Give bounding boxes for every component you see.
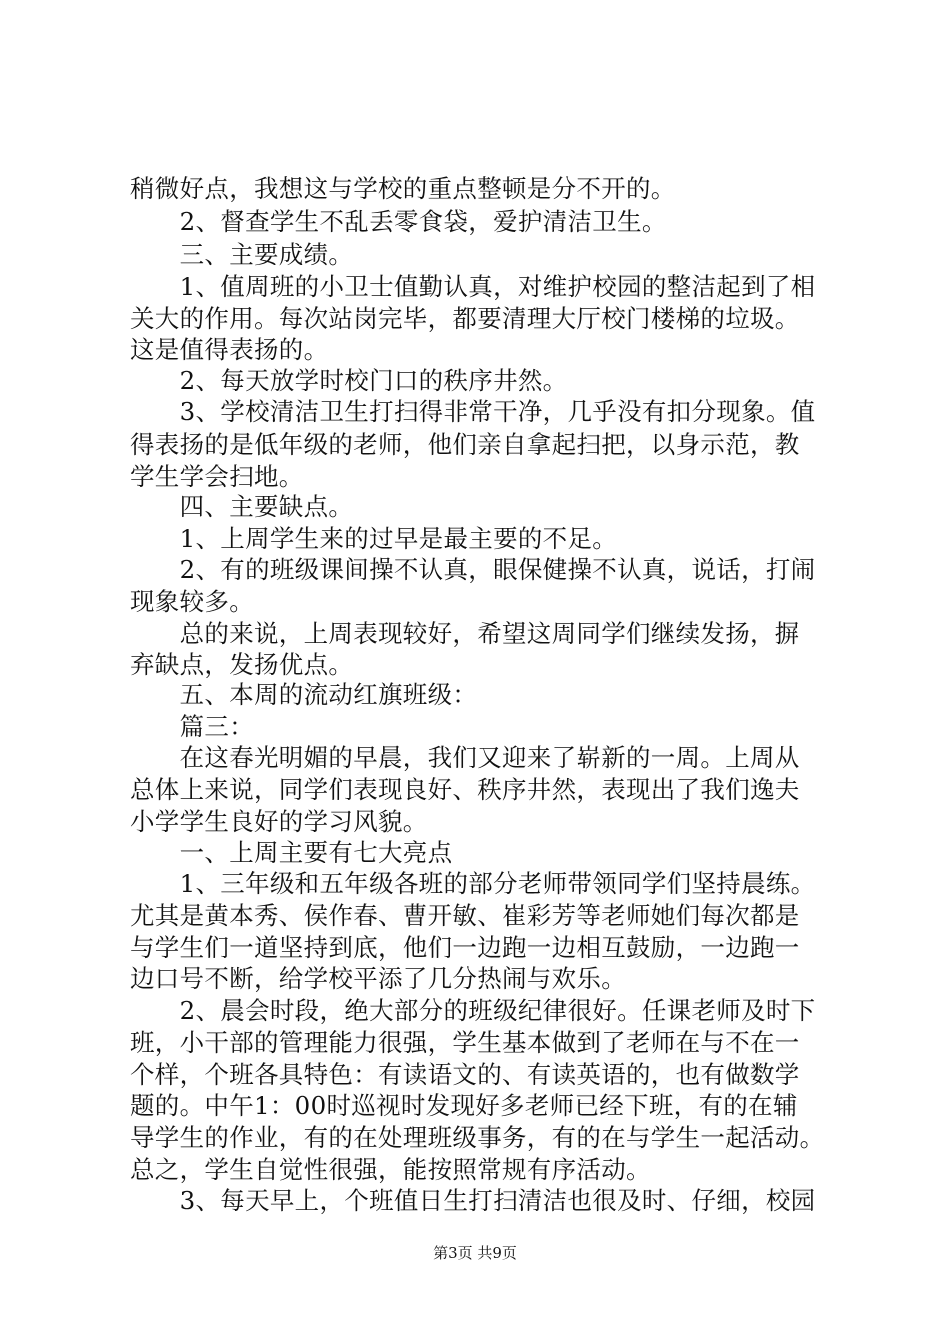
text-line: 得表扬的是低年级的老师，他们亲自拿起扫把，以身示范，教 bbox=[130, 430, 800, 459]
section-heading: 篇三： bbox=[130, 712, 254, 741]
text-line: 稍微好点，我想这与学校的重点整顿是分不开的。 bbox=[130, 174, 676, 203]
section-heading: 三、主要成绩。 bbox=[130, 240, 354, 269]
page-number-footer: 第3页 共9页 bbox=[433, 1244, 517, 1262]
section-heading: 一、上周主要有七大亮点 bbox=[130, 838, 453, 867]
text-line: 题的。中午1：00时巡视时发现好多老师已经下班，有的在辅 bbox=[130, 1091, 798, 1120]
section-heading: 四、主要缺点。 bbox=[130, 492, 354, 521]
text-line: 2、每天放学时校门口的秩序井然。 bbox=[130, 366, 568, 395]
text-line: 3、学校清洁卫生打扫得非常干净，几乎没有扣分现象。值 bbox=[130, 397, 816, 426]
text-line: 2、有的班级课间操不认真，眼保健操不认真，说话，打闹 bbox=[130, 555, 816, 584]
text-line: 弃缺点，发扬优点。 bbox=[130, 650, 354, 679]
text-line: 关大的作用。每次站岗完毕，都要清理大厅校门楼梯的垃圾。 bbox=[130, 304, 800, 333]
text-line: 与学生们一道坚持到底，他们一边跑一边相互鼓励，一边跑一 bbox=[130, 933, 800, 962]
text-line: 1、上周学生来的过早是最主要的不足。 bbox=[130, 524, 618, 553]
text-line: 这是值得表扬的。 bbox=[130, 335, 329, 364]
text-line: 边口号不断，给学校平添了几分热闹与欢乐。 bbox=[130, 964, 626, 993]
text-line: 2、督查学生不乱丢零食袋，爱护清洁卫生。 bbox=[130, 207, 667, 236]
text-line: 个样，个班各具特色：有读语文的、有读英语的，也有做数学 bbox=[130, 1060, 800, 1089]
section-heading: 五、本周的流动红旗班级： bbox=[130, 680, 478, 709]
text-line: 小学学生良好的学习风貌。 bbox=[130, 807, 428, 836]
text-line: 学生学会扫地。 bbox=[130, 462, 304, 491]
text-line: 总的来说，上周表现较好，希望这周同学们继续发扬，摒 bbox=[130, 619, 800, 648]
text-line: 导学生的作业，有的在处理班级事务，有的在与学生一起活动。 bbox=[130, 1123, 825, 1152]
text-line: 3、每天早上，个班值日生打扫清洁也很及时、仔细，校园 bbox=[130, 1186, 816, 1215]
text-line: 2、晨会时段，绝大部分的班级纪律很好。任课老师及时下 bbox=[130, 996, 816, 1025]
text-line: 在这春光明媚的早晨，我们又迎来了崭新的一周。上周从 bbox=[130, 743, 800, 772]
text-line: 总体上来说，同学们表现良好、秩序井然，表现出了我们逸夫 bbox=[130, 775, 800, 804]
text-line: 班，小干部的管理能力很强，学生基本做到了老师在与不在一 bbox=[130, 1028, 800, 1057]
text-line: 1、值周班的小卫士值勤认真，对维护校园的整洁起到了相 bbox=[130, 272, 816, 301]
text-line: 1、三年级和五年级各班的部分老师带领同学们坚持晨练。 bbox=[130, 869, 816, 898]
text-line: 尤其是黄本秀、侯作春、曹开敏、崔彩芳等老师她们每次都是 bbox=[130, 901, 800, 930]
text-line: 现象较多。 bbox=[130, 587, 254, 616]
text-line: 总之，学生自觉性很强，能按照常规有序活动。 bbox=[130, 1155, 651, 1184]
